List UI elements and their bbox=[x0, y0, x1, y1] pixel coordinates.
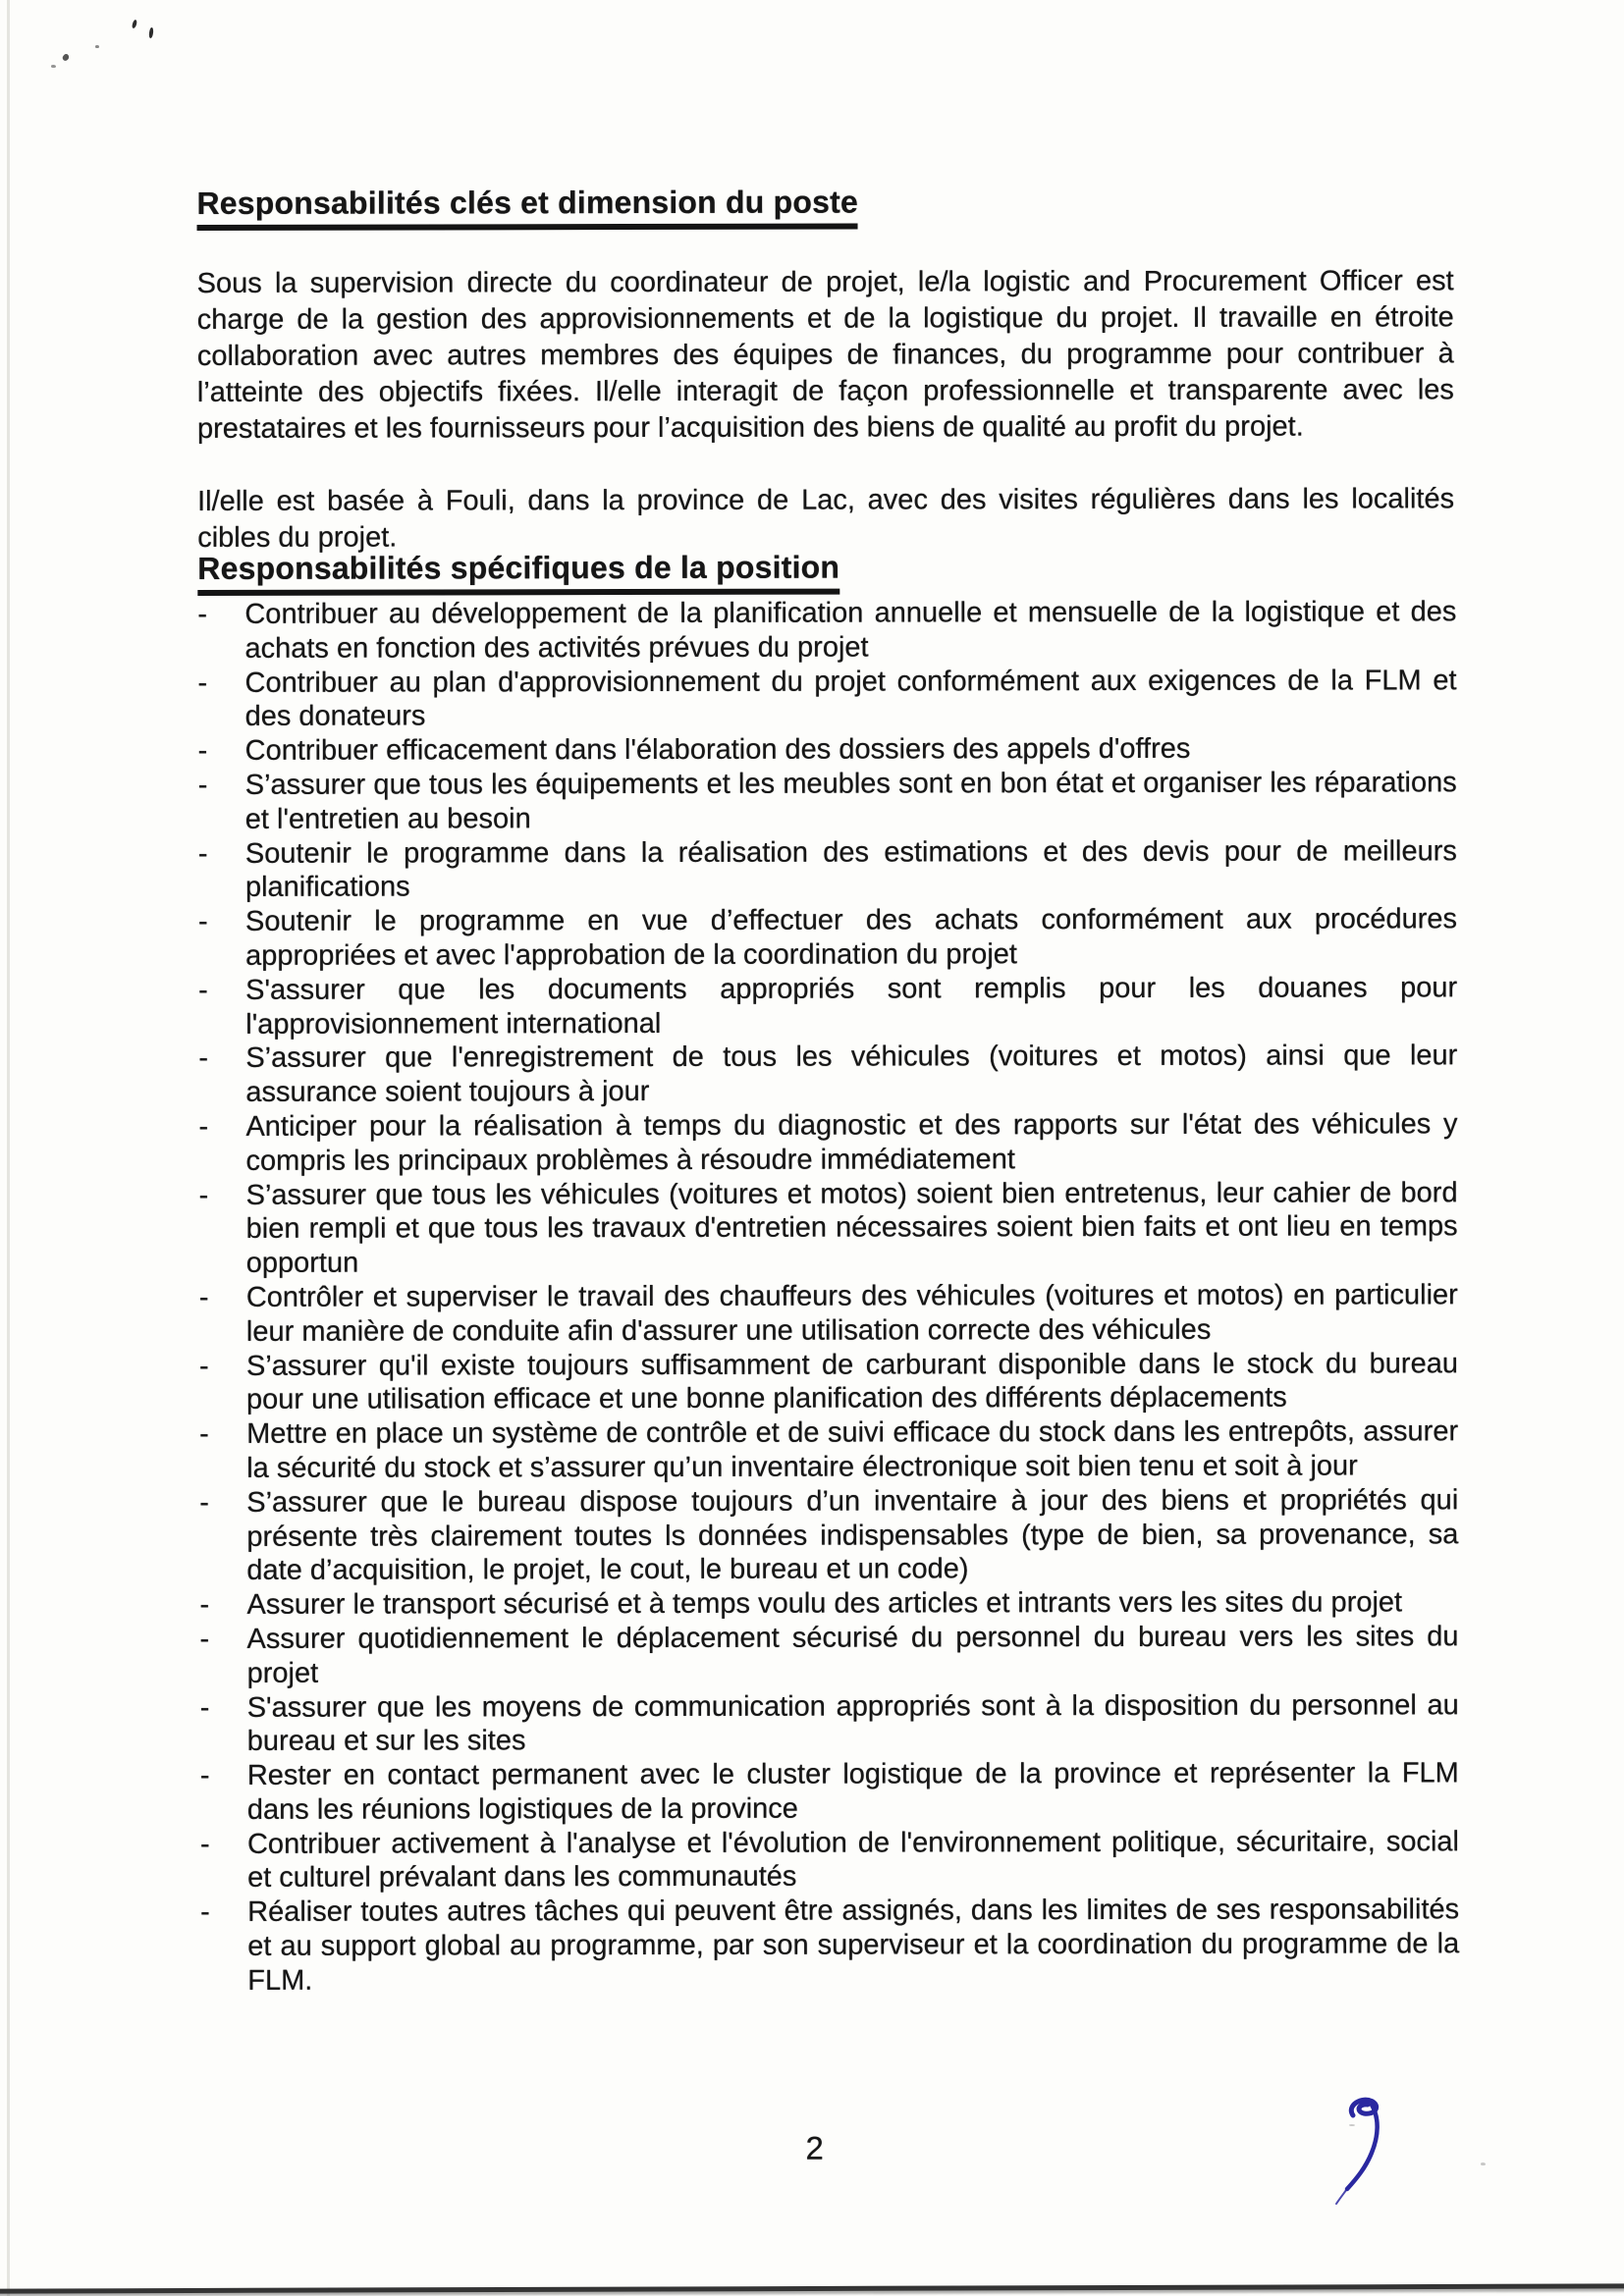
bullet-dash: - bbox=[198, 1281, 209, 1313]
pen-mark-tail-tip bbox=[1336, 2186, 1349, 2204]
bullet-dash: - bbox=[199, 1828, 210, 1860]
list-item bbox=[197, 664, 1456, 734]
bullet-text: Assurer le transport sécurisé et à temps voulu des articles et intrants vers les sites du projet bbox=[246, 1586, 1403, 1621]
bullet-text: Soutenir le programme en vue d’effectuer des achats conformément aux procédures appropriées et avec l'approbation de la coordination du projet bbox=[244, 903, 1458, 972]
list-item bbox=[198, 834, 1457, 905]
bullet-text: S’assurer que le bureau dispose toujours d’un inventaire à jour des biens et propriétés qui présente très clairement toutes ls données indispensables (type de bien, sa provenance, sa date d’acquisition, le projet, le cout, le bureau et un code) bbox=[246, 1483, 1459, 1587]
list-item bbox=[198, 731, 1457, 768]
list-item bbox=[197, 595, 1456, 666]
bullet-text: Contribuer activement à l'analyse et l'évolution de l'environnement politique, sécuritaire, social et culturel prévalant dans les communautés bbox=[246, 1825, 1460, 1895]
bullet-dash: - bbox=[197, 906, 208, 938]
bullet-dash: - bbox=[197, 598, 208, 630]
list-item bbox=[199, 1483, 1458, 1588]
bullet-text: Réaliser toutes autres tâches qui peuvent être assignés, dans les limites de ses responsabilités et au support global au programme, par son superviseur et la coordination du programme de la FLM. bbox=[247, 1894, 1460, 1997]
bullet-text: Assurer quotidiennement le déplacement sécurisé du personnel du bureau vers les sites du projet bbox=[246, 1621, 1459, 1689]
list-item bbox=[200, 1825, 1459, 1896]
bullet-dash: - bbox=[197, 837, 208, 870]
bullet-dash: - bbox=[200, 1896, 210, 1929]
list-item bbox=[199, 1585, 1458, 1622]
bullet-dash: - bbox=[198, 1179, 209, 1211]
bullet-text: S'assurer que les documents appropriés sont remplis pour les douanes pour l'approvisionnement international bbox=[245, 972, 1458, 1041]
bullet-text: Contrôler et superviser le travail des chauffeurs des véhicules (voitures et motos) en particulier leur manière de conduite afin d'assurer une utilisation correcte des véhicules bbox=[245, 1279, 1458, 1348]
list-item bbox=[198, 1107, 1457, 1178]
section-title-text: Responsabilités spécifiques de la position bbox=[197, 550, 839, 596]
bullet-dash: - bbox=[199, 1691, 210, 1724]
section-title-text: Responsabilités clés et dimension du poste bbox=[196, 185, 858, 231]
bullet-dash: - bbox=[197, 769, 208, 801]
list-item bbox=[200, 1894, 1459, 1999]
list-item bbox=[199, 1278, 1458, 1349]
list-item bbox=[199, 1176, 1458, 1281]
section-title-responsabilites-specifiques bbox=[197, 548, 1464, 596]
location-paragraph: Il/elle est basée à Fouli, dans la province de Lac, avec des visites régulières dans les localités cibles du projet. bbox=[197, 483, 1455, 554]
list-item bbox=[198, 1040, 1457, 1110]
bullet-text: S’assurer que tous les véhicules (voitures et motos) soient bien entretenus, leur cahier de bord bien rempli et que tous les travaux d'entretien nécessaires soient bien faits et ont lieu en temps opportun bbox=[245, 1176, 1458, 1280]
list-item bbox=[198, 766, 1457, 836]
intro-paragraph: Sous la supervision directe du coordinateur de projet, le/la logistic and Procurement Officer est charge de la gestion des approvisionnements et de la logistique du projet. Il travaille en étroite collaboration avec autres membres des équipes de finances, du programme pour contribuer à l’atteinte des objectifs fixées. Il/elle interagit de façon professionnelle et transparente avec les prestataires et les fournisseurs pour l’acquisition des biens de qualité au profit du projet. bbox=[196, 265, 1454, 445]
list-item bbox=[200, 1620, 1459, 1690]
bullet-dash: - bbox=[197, 735, 208, 768]
bullet-dash: - bbox=[199, 1418, 209, 1451]
bullet-dash: - bbox=[199, 1486, 209, 1519]
bullet-text: Soutenir le programme dans la réalisation des estimations et des devis pour de meilleurs planifications bbox=[244, 834, 1457, 904]
bullet-text: Anticiper pour la réalisation à temps du diagnostic et des rapports sur l'état des véhicules y compris les principaux problèmes à résoudre immédiatement bbox=[245, 1108, 1458, 1177]
bullet-text: S’assurer que l'enregistrement de tous les véhicules (voitures et motos) ainsi que leur assurance soient toujours à jour bbox=[245, 1040, 1458, 1109]
bullet-dash: - bbox=[198, 974, 208, 1006]
bullet-dash: - bbox=[198, 1350, 209, 1382]
list-item bbox=[200, 1688, 1459, 1759]
bullet-list bbox=[197, 595, 1459, 1998]
bullet-text: Contribuer au plan d'approvisionnement du projet conformément aux exigences de la FLM et des donateurs bbox=[244, 664, 1457, 733]
list-item bbox=[199, 1415, 1458, 1485]
section-title-responsabilites-cles bbox=[196, 183, 1463, 231]
page-number: 2 bbox=[805, 2129, 824, 2166]
list-item bbox=[199, 1347, 1458, 1417]
bullet-text: S'assurer que les moyens de communication appropriés sont à la disposition du personnel au bureau et sur les sites bbox=[246, 1688, 1459, 1758]
bullet-dash: - bbox=[199, 1623, 210, 1655]
bullet-text: Contribuer efficacement dans l'élaboration des dossiers des appels d'offres bbox=[244, 733, 1191, 768]
bullet-dash: - bbox=[198, 1110, 209, 1143]
bullet-text: Rester en contact permanent avec le cluster logistique de la province et représenter la FLM dans les réunions logistiques de la province bbox=[246, 1757, 1459, 1826]
pen-mark-squiggle bbox=[1314, 2087, 1412, 2210]
bullet-text: S’assurer que tous les équipements et les meubles sont en bon état et organiser les réparations et l'entretien au besoin bbox=[244, 767, 1457, 835]
bullet-text: Contribuer au développement de la planification annuelle et mensuelle de la logistique et des achats en fonction des activités prévues du projet bbox=[244, 596, 1457, 665]
list-item bbox=[200, 1756, 1459, 1827]
bullet-dash: - bbox=[199, 1760, 210, 1792]
list-item bbox=[198, 902, 1457, 973]
bullet-text: S’assurer qu'il existe toujours suffisamment de carburant disponible dans le stock du bureau pour une utilisation efficace et une bonne planification des différents déplacements bbox=[245, 1347, 1458, 1416]
list-item bbox=[198, 971, 1457, 1041]
bullet-dash: - bbox=[198, 1042, 209, 1075]
bullet-text: Mettre en place un système de contrôle et de suivi efficace du stock dans les entrepôts, assurer la sécurité du stock et s’assurer qu’un inventaire électronique soit bien tenu et soit à jour bbox=[246, 1415, 1459, 1484]
bullet-dash: - bbox=[197, 667, 208, 699]
bullet-dash: - bbox=[199, 1589, 210, 1622]
